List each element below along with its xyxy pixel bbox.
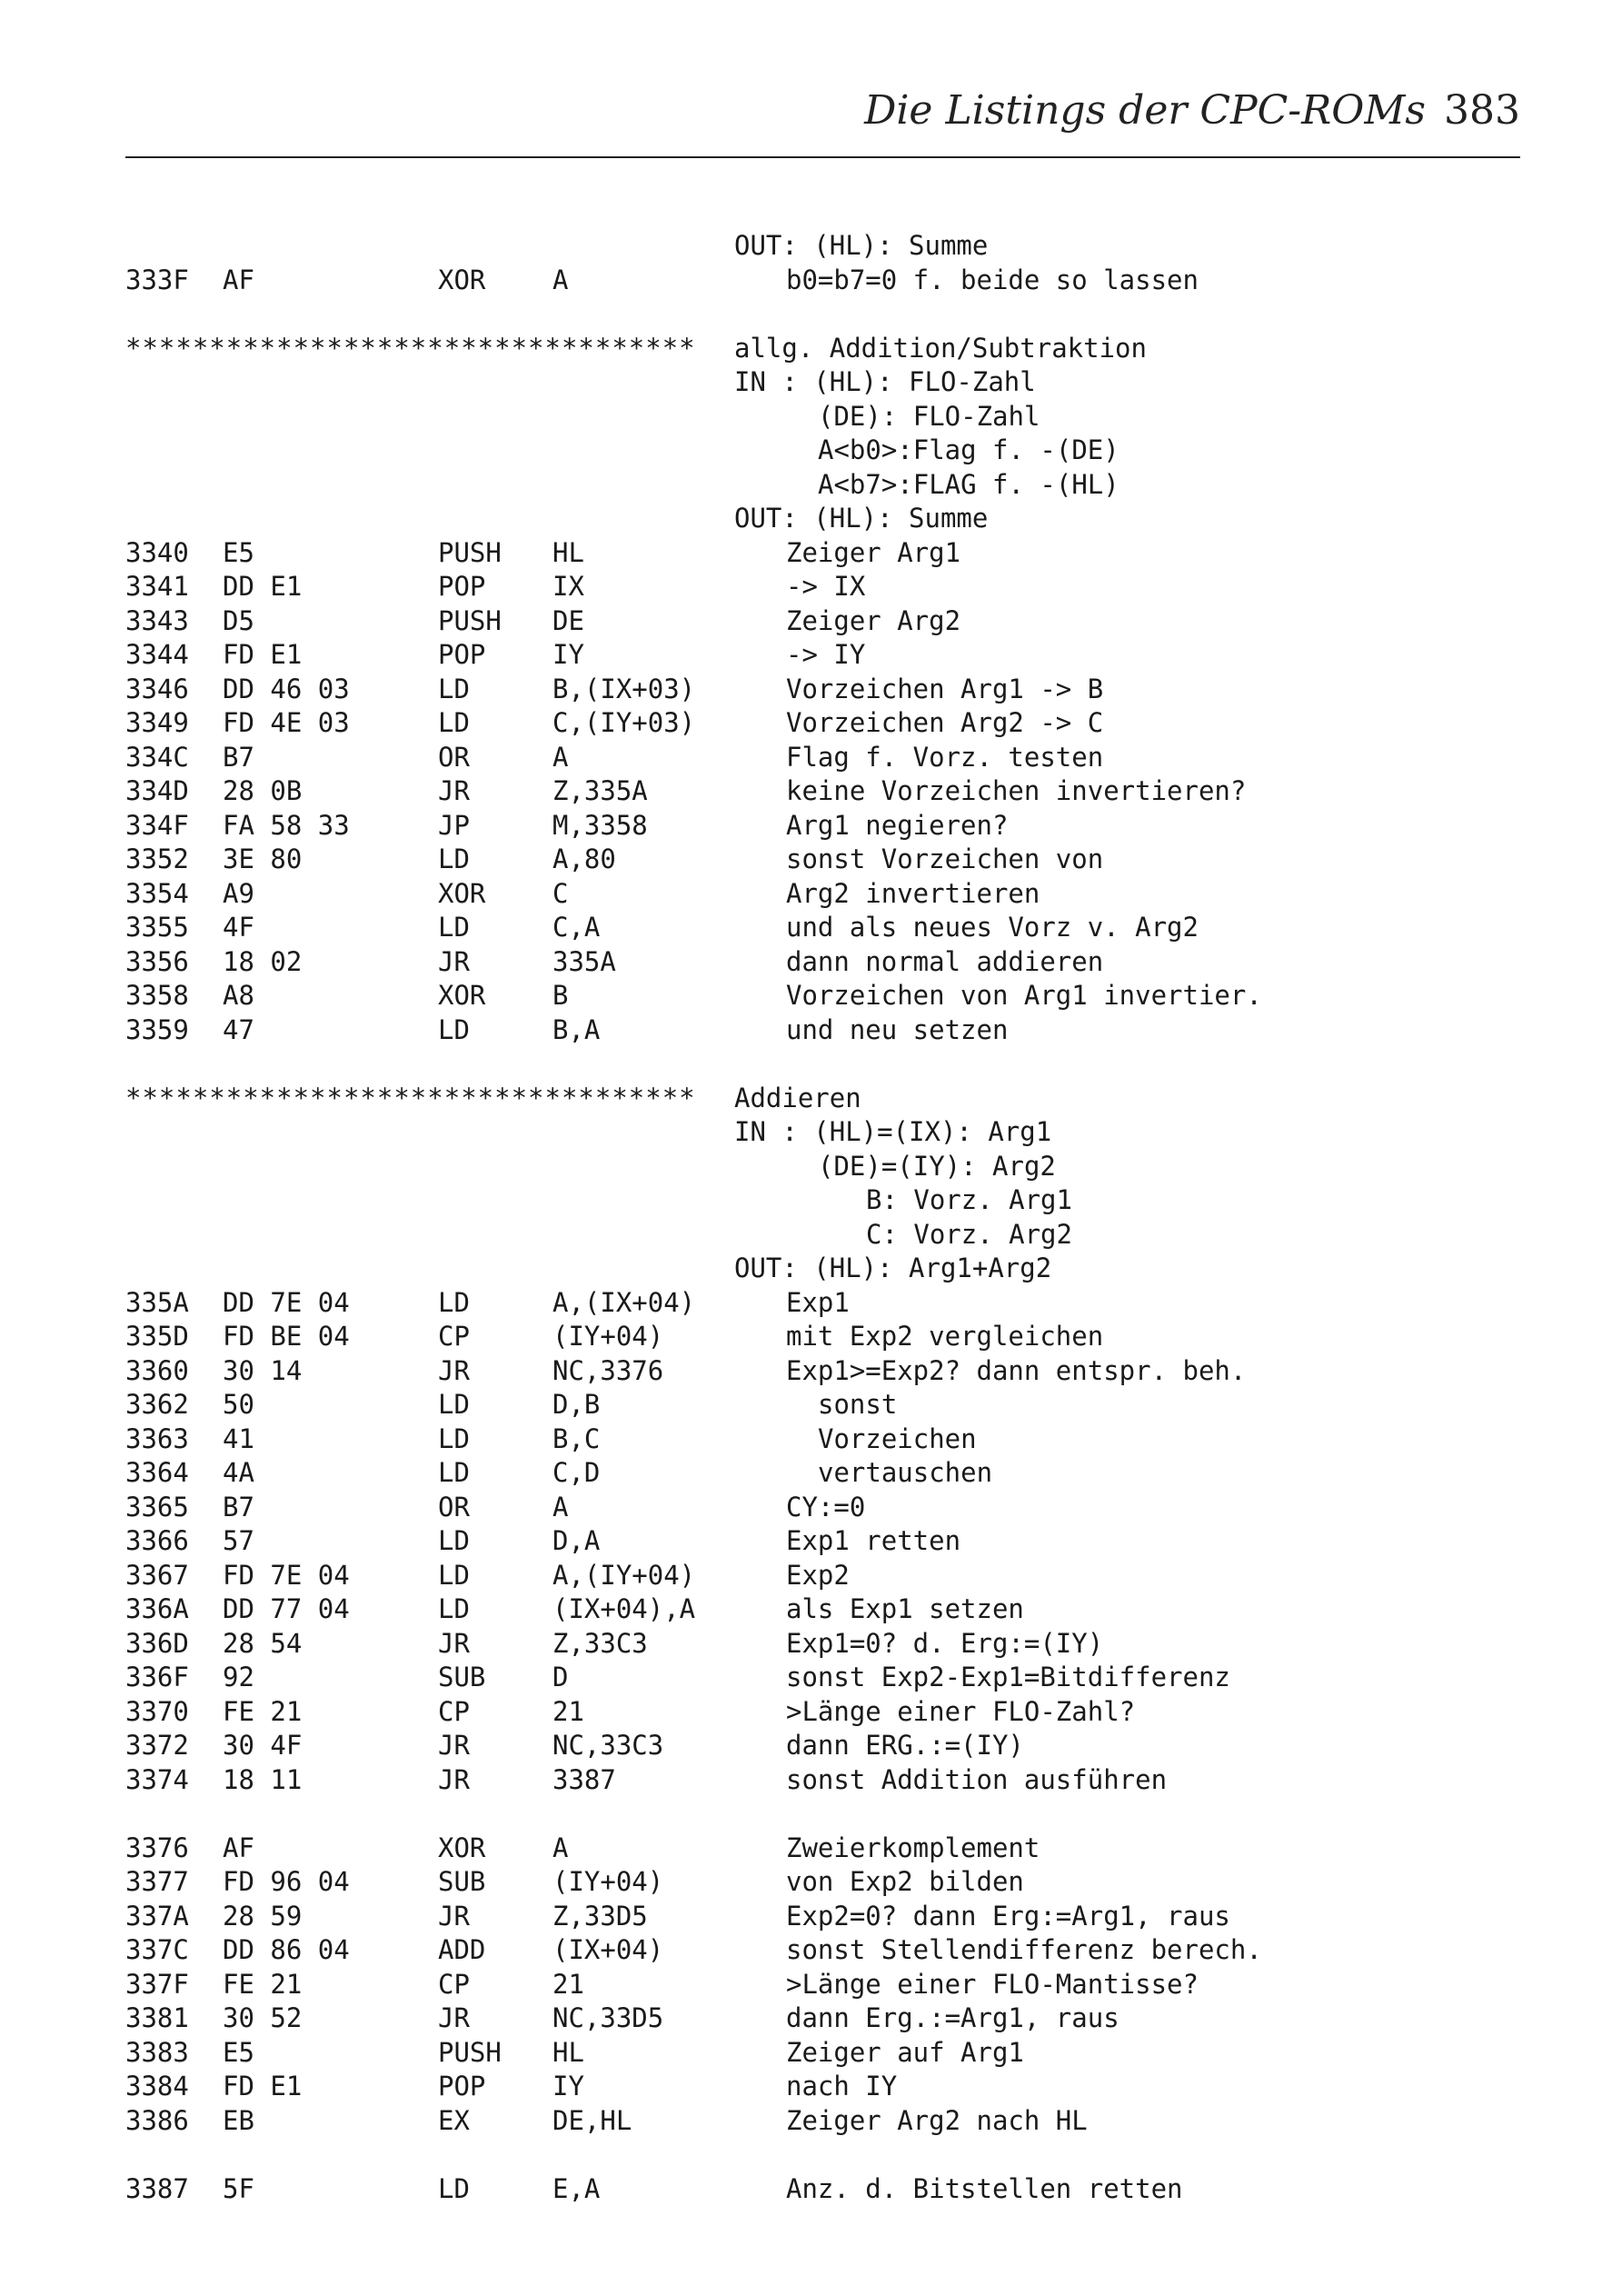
code-line <box>125 570 1543 604</box>
hex-bytes: 30 14 <box>223 1354 303 1386</box>
mnemonic: SUB <box>438 1866 486 1897</box>
hex-bytes: 4F <box>223 912 254 943</box>
code-line <box>125 1832 1543 1866</box>
comment: A<b0>:Flag f. -(DE) <box>818 434 1119 465</box>
code-line <box>125 264 1543 298</box>
comment: Arg1 negieren? <box>786 809 1009 841</box>
code-line <box>125 1900 1543 1934</box>
comment: C: Vorz. Arg2 <box>866 1218 1072 1250</box>
mnemonic: LD <box>438 707 470 738</box>
comment: IN : (HL): FLO-Zahl <box>734 366 1036 397</box>
address: 3340 <box>125 536 189 568</box>
hex-bytes: DD 86 04 <box>223 1934 350 1965</box>
code-line <box>125 2070 1543 2104</box>
hex-bytes: 30 4F <box>223 1730 303 1761</box>
address: 3387 <box>125 2172 189 2204</box>
comment-line <box>125 1150 1543 1184</box>
hex-bytes: 5F <box>223 2172 254 2204</box>
hex-bytes: FD E1 <box>223 639 303 670</box>
code-line <box>125 911 1543 945</box>
address: 3359 <box>125 1013 189 1045</box>
code-line <box>125 1491 1543 1525</box>
separator-stars: ********************************** <box>125 332 696 364</box>
comment: von Exp2 bilden <box>786 1866 1024 1897</box>
code-line <box>125 1695 1543 1730</box>
operand: 21 <box>552 1968 584 2000</box>
comment: Vorzeichen <box>818 1423 977 1454</box>
comment: sonst Stellendifferenz berech. <box>786 1934 1262 1965</box>
code-line <box>125 843 1543 877</box>
comment-line <box>125 468 1543 503</box>
comment: sonst Exp2-Exp1=Bitdifferenz <box>786 1662 1230 1692</box>
hex-bytes: DD 7E 04 <box>223 1286 350 1318</box>
comment: Zeiger Arg2 <box>786 604 961 636</box>
comment: (DE): FLO-Zahl <box>818 400 1040 432</box>
address: 3356 <box>125 945 189 977</box>
address: 3360 <box>125 1354 189 1386</box>
address: 336A <box>125 1593 189 1624</box>
mnemonic: LD <box>438 1389 470 1420</box>
operand: B,(IX+03) <box>552 673 696 704</box>
comment: A<b7>:FLAG f. -(HL) <box>818 468 1119 500</box>
hex-bytes: DD 46 03 <box>223 673 350 704</box>
assembly-listing <box>125 229 1543 2206</box>
address: 3341 <box>125 571 189 602</box>
mnemonic: PUSH <box>438 604 502 636</box>
operand: B,C <box>552 1423 601 1454</box>
address: 3344 <box>125 639 189 670</box>
hex-bytes: 4A <box>223 1457 254 1488</box>
address: 3352 <box>125 844 189 874</box>
comment: b0=b7=0 f. beide so lassen <box>786 264 1199 295</box>
hex-bytes: DD E1 <box>223 571 303 602</box>
address: 3346 <box>125 673 189 704</box>
address: 3363 <box>125 1423 189 1454</box>
operand: D,A <box>552 1525 601 1556</box>
operand: A <box>552 1832 569 1863</box>
code-line <box>125 979 1543 1013</box>
code-line <box>125 1763 1543 1798</box>
comment: Exp2 <box>786 1559 850 1591</box>
code-line <box>125 536 1543 571</box>
hex-bytes: 28 59 <box>223 1900 303 1932</box>
comment: Addieren <box>734 1082 861 1113</box>
mnemonic: JR <box>438 2002 470 2033</box>
address: 3355 <box>125 912 189 943</box>
mnemonic: LD <box>438 1457 470 1488</box>
comment-line <box>125 502 1543 536</box>
address: 334D <box>125 775 189 806</box>
comment: (DE)=(IY): Arg2 <box>818 1150 1056 1182</box>
comment: -> IX <box>786 571 866 602</box>
address: 336F <box>125 1662 189 1692</box>
comment: Arg2 invertieren <box>786 877 1040 909</box>
hex-bytes: DD 77 04 <box>223 1593 350 1624</box>
hex-bytes: 41 <box>223 1423 254 1454</box>
blank-line <box>125 2138 1543 2172</box>
comment: dann Erg.:=Arg1, raus <box>786 2002 1119 2033</box>
mnemonic: POP <box>438 2071 486 2101</box>
mnemonic: CP <box>438 1695 470 1727</box>
operand: 3387 <box>552 1763 616 1795</box>
address: 337F <box>125 1968 189 2000</box>
address: 337C <box>125 1934 189 1965</box>
code-line <box>125 1423 1543 1457</box>
operand: D,B <box>552 1389 601 1420</box>
hex-bytes: EB <box>223 2104 254 2136</box>
operand: A <box>552 741 569 773</box>
comment: >Länge einer FLO-Zahl? <box>786 1695 1136 1727</box>
comment: >Länge einer FLO-Mantisse? <box>786 1968 1199 2000</box>
hex-bytes: 28 54 <box>223 1627 303 1659</box>
hex-bytes: B7 <box>223 741 254 773</box>
comment: Vorzeichen Arg2 -> C <box>786 707 1104 738</box>
address: 3376 <box>125 1832 189 1863</box>
mnemonic: PUSH <box>438 536 502 568</box>
address: 3383 <box>125 2036 189 2068</box>
operand: (IX+04) <box>552 1934 664 1965</box>
hex-bytes: FE 21 <box>223 1968 303 2000</box>
code-line <box>125 2104 1543 2139</box>
comment: Zeiger Arg1 <box>786 536 961 568</box>
mnemonic: LD <box>438 1013 470 1045</box>
mnemonic: LD <box>438 1525 470 1556</box>
comment: Vorzeichen von Arg1 invertier. <box>786 980 1262 1011</box>
address: 3365 <box>125 1491 189 1522</box>
code-line <box>125 1968 1543 2002</box>
comment-line <box>125 400 1543 434</box>
code-line <box>125 945 1543 980</box>
operand: A <box>552 1491 569 1522</box>
address: 3386 <box>125 2104 189 2136</box>
hex-bytes: 18 11 <box>223 1763 303 1795</box>
address: 333F <box>125 264 189 295</box>
operand: B,A <box>552 1013 601 1045</box>
mnemonic: JR <box>438 775 470 806</box>
mnemonic: LD <box>438 1559 470 1591</box>
code-line <box>125 1729 1543 1763</box>
hex-bytes: A9 <box>223 877 254 909</box>
mnemonic: JR <box>438 1730 470 1761</box>
mnemonic: PUSH <box>438 2036 502 2068</box>
address: 3377 <box>125 1866 189 1897</box>
operand: A,(IY+04) <box>552 1559 696 1591</box>
code-line <box>125 2036 1543 2071</box>
mnemonic: EX <box>438 2104 470 2136</box>
comment: Exp1 retten <box>786 1525 961 1556</box>
comment: sonst <box>818 1389 898 1420</box>
operand: D <box>552 1662 569 1692</box>
blank-line <box>125 1797 1543 1832</box>
code-line <box>125 2002 1543 2036</box>
operand: 21 <box>552 1695 584 1727</box>
operand: C,A <box>552 912 601 943</box>
hex-bytes: 3E 80 <box>223 844 303 874</box>
code-line <box>125 2172 1543 2207</box>
code-line <box>125 604 1543 639</box>
operand: DE <box>552 604 584 636</box>
mnemonic: ADD <box>438 1934 486 1965</box>
mnemonic: SUB <box>438 1662 486 1692</box>
address: 3381 <box>125 2002 189 2033</box>
section-separator-line <box>125 332 1543 366</box>
operand: IX <box>552 571 584 602</box>
hex-bytes: A8 <box>223 980 254 1011</box>
hex-bytes: 30 52 <box>223 2002 303 2033</box>
comment: OUT: (HL): Summe <box>734 230 989 261</box>
operand: A <box>552 264 569 295</box>
comment: dann normal addieren <box>786 945 1104 977</box>
comment: OUT: (HL): Arg1+Arg2 <box>734 1253 1052 1283</box>
mnemonic: JR <box>438 1763 470 1795</box>
operand: HL <box>552 2036 584 2068</box>
address: 3343 <box>125 604 189 636</box>
operand: NC,3376 <box>552 1354 664 1386</box>
hex-bytes: FE 21 <box>223 1695 303 1727</box>
operand: (IY+04) <box>552 1321 664 1352</box>
code-line <box>125 1661 1543 1695</box>
running-head <box>864 87 1520 134</box>
code-line <box>125 1456 1543 1491</box>
comment: dann ERG.:=(IY) <box>786 1730 1024 1761</box>
address: 335D <box>125 1321 189 1352</box>
code-line <box>125 1524 1543 1559</box>
code-line <box>125 809 1543 844</box>
comment: Exp1 <box>786 1286 850 1318</box>
mnemonic: CP <box>438 1321 470 1352</box>
comment: IN : (HL)=(IX): Arg1 <box>734 1116 1052 1147</box>
hex-bytes: AF <box>223 1832 254 1863</box>
mnemonic: LD <box>438 1423 470 1454</box>
mnemonic: XOR <box>438 1832 486 1863</box>
comment: nach IY <box>786 2071 898 2101</box>
address: 3362 <box>125 1389 189 1420</box>
comment: als Exp1 setzen <box>786 1593 1024 1624</box>
operand: DE,HL <box>552 2104 632 2136</box>
hex-bytes: 47 <box>223 1013 254 1045</box>
comment-line <box>125 1115 1543 1150</box>
hex-bytes: FD E1 <box>223 2071 303 2101</box>
code-line <box>125 1388 1543 1423</box>
comment: Exp1>=Exp2? dann entspr. beh. <box>786 1354 1247 1386</box>
hex-bytes: 28 0B <box>223 775 303 806</box>
mnemonic: XOR <box>438 980 486 1011</box>
operand: NC,33C3 <box>552 1730 664 1761</box>
address: 334F <box>125 809 189 841</box>
blank-line <box>125 297 1543 332</box>
mnemonic: JR <box>438 1354 470 1386</box>
comment: Zeiger Arg2 nach HL <box>786 2104 1088 2136</box>
address: 334C <box>125 741 189 773</box>
operand: Z,33C3 <box>552 1627 648 1659</box>
operand: C,D <box>552 1457 601 1488</box>
hex-bytes: FD 7E 04 <box>223 1559 350 1591</box>
comment: Anz. d. Bitstellen retten <box>786 2172 1183 2204</box>
operand: NC,33D5 <box>552 2002 664 2033</box>
mnemonic: XOR <box>438 264 486 295</box>
hex-bytes: 92 <box>223 1662 254 1692</box>
address: 335A <box>125 1286 189 1318</box>
mnemonic: JR <box>438 1627 470 1659</box>
comment: Exp1=0? d. Erg:=(IY) <box>786 1627 1104 1659</box>
code-line <box>125 673 1543 707</box>
blank-line <box>125 1047 1543 1082</box>
mnemonic: CP <box>438 1968 470 2000</box>
comment-line <box>125 1252 1543 1286</box>
comment: OUT: (HL): Summe <box>734 503 989 534</box>
mnemonic: OR <box>438 1491 470 1522</box>
section-separator-line <box>125 1082 1543 1116</box>
operand: HL <box>552 536 584 568</box>
comment: allg. Addition/Subtraktion <box>734 332 1147 364</box>
code-line <box>125 638 1543 673</box>
operand: 335A <box>552 945 616 977</box>
page-number: 383 <box>1444 87 1520 134</box>
comment: CY:=0 <box>786 1491 866 1522</box>
comment: keine Vorzeichen invertieren? <box>786 775 1247 806</box>
mnemonic: POP <box>438 639 486 670</box>
mnemonic: OR <box>438 741 470 773</box>
comment-line <box>125 1183 1543 1218</box>
comment: und als neues Vorz v. Arg2 <box>786 912 1199 943</box>
comment-line <box>125 229 1543 264</box>
comment-line <box>125 365 1543 400</box>
operand: (IX+04),A <box>552 1593 696 1624</box>
address: 3372 <box>125 1730 189 1761</box>
code-line <box>125 706 1543 741</box>
comment: B: Vorz. Arg1 <box>866 1184 1072 1215</box>
hex-bytes: FA 58 33 <box>223 809 350 841</box>
operand: C,(IY+03) <box>552 707 696 738</box>
comment-line <box>125 1218 1543 1253</box>
hex-bytes: D5 <box>223 604 254 636</box>
code-line <box>125 1865 1543 1900</box>
mnemonic: LD <box>438 2172 470 2204</box>
hex-bytes: FD 96 04 <box>223 1866 350 1897</box>
mnemonic: JR <box>438 945 470 977</box>
code-line <box>125 774 1543 809</box>
code-line <box>125 1013 1543 1048</box>
operand: E,A <box>552 2172 601 2204</box>
comment: Zeiger auf Arg1 <box>786 2036 1024 2068</box>
operand: (IY+04) <box>552 1866 664 1897</box>
mnemonic: LD <box>438 912 470 943</box>
address: 3349 <box>125 707 189 738</box>
mnemonic: XOR <box>438 877 486 909</box>
address: 3366 <box>125 1525 189 1556</box>
address: 3354 <box>125 877 189 909</box>
comment: Exp2=0? dann Erg:=Arg1, raus <box>786 1900 1230 1932</box>
hex-bytes: 57 <box>223 1525 254 1556</box>
code-line <box>125 1627 1543 1662</box>
hex-bytes: 18 02 <box>223 945 303 977</box>
address: 3374 <box>125 1763 189 1795</box>
hex-bytes: FD BE 04 <box>223 1321 350 1352</box>
code-line <box>125 1286 1543 1321</box>
comment: Flag f. Vorz. testen <box>786 741 1104 773</box>
mnemonic: LD <box>438 1286 470 1318</box>
comment: sonst Vorzeichen von <box>786 844 1104 874</box>
mnemonic: LD <box>438 844 470 874</box>
separator-stars: ********************************** <box>125 1082 696 1113</box>
operand: Z,335A <box>552 775 648 806</box>
running-head-title: Die Listings der CPC-ROMs <box>864 87 1427 134</box>
hex-bytes: 50 <box>223 1389 254 1420</box>
operand: Z,33D5 <box>552 1900 648 1932</box>
operand: B <box>552 980 569 1011</box>
address: 3367 <box>125 1559 189 1591</box>
code-line <box>125 1559 1543 1593</box>
address: 336D <box>125 1627 189 1659</box>
address: 3384 <box>125 2071 189 2101</box>
code-line <box>125 1933 1543 1968</box>
code-line <box>125 1320 1543 1354</box>
operand: IY <box>552 2071 584 2101</box>
comment: Vorzeichen Arg1 -> B <box>786 673 1104 704</box>
operand: A,80 <box>552 844 616 874</box>
comment: sonst Addition ausführen <box>786 1763 1168 1795</box>
address: 3370 <box>125 1695 189 1727</box>
hex-bytes: E5 <box>223 536 254 568</box>
mnemonic: POP <box>438 571 486 602</box>
hex-bytes: AF <box>223 264 254 295</box>
operand: A,(IX+04) <box>552 1286 696 1318</box>
hex-bytes: E5 <box>223 2036 254 2068</box>
comment: und neu setzen <box>786 1013 1009 1045</box>
comment: mit Exp2 vergleichen <box>786 1321 1104 1352</box>
code-line <box>125 1354 1543 1389</box>
hex-bytes: FD 4E 03 <box>223 707 350 738</box>
code-line <box>125 1592 1543 1627</box>
address: 3358 <box>125 980 189 1011</box>
mnemonic: JR <box>438 1900 470 1932</box>
operand: M,3358 <box>552 809 648 841</box>
page-header <box>125 87 1520 158</box>
address: 3364 <box>125 1457 189 1488</box>
mnemonic: LD <box>438 1593 470 1624</box>
operand: IY <box>552 639 584 670</box>
hex-bytes: B7 <box>223 1491 254 1522</box>
code-line <box>125 877 1543 912</box>
comment: Zweierkomplement <box>786 1832 1040 1863</box>
comment: -> IY <box>786 639 866 670</box>
mnemonic: JP <box>438 809 470 841</box>
comment: vertauschen <box>818 1457 993 1488</box>
operand: C <box>552 877 569 909</box>
mnemonic: LD <box>438 673 470 704</box>
comment-line <box>125 434 1543 468</box>
code-line <box>125 741 1543 775</box>
address: 337A <box>125 1900 189 1932</box>
